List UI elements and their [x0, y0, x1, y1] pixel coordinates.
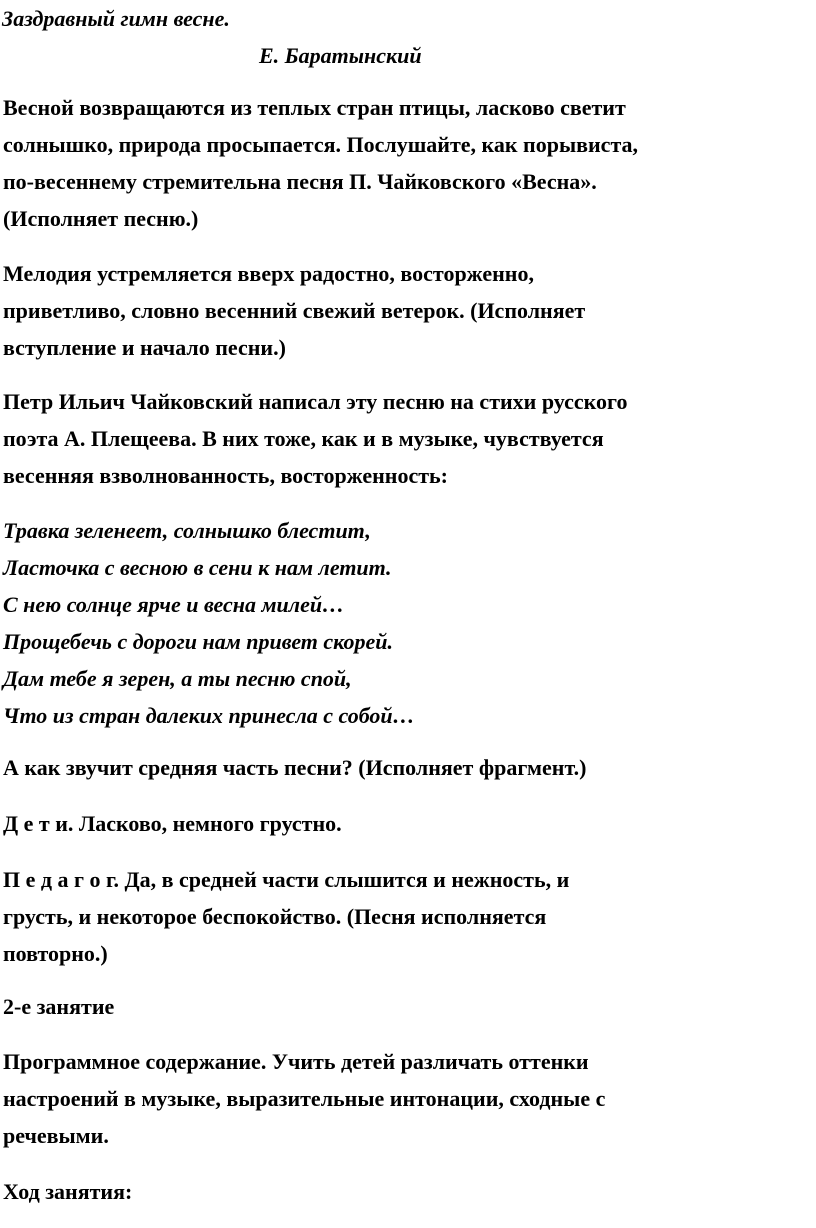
- verse-line: Что из стран далеких принесла с собой…: [3, 703, 415, 728]
- poem-verse: [3, 512, 415, 734]
- paragraph-tchaikovsky: [3, 383, 627, 494]
- text-line: Д е т и. Ласково, немного грустно.: [3, 811, 342, 836]
- text-line: П е д а г о г. Да, в средней части слышится и нежность, и: [3, 867, 570, 892]
- section-heading: [3, 988, 114, 1025]
- paragraph-middle-part: [3, 749, 586, 786]
- text-line: А как звучит средняя часть песни? (Исполняет фрагмент.): [3, 755, 587, 780]
- paragraph-intro: [3, 89, 638, 237]
- text-line: Мелодия устремляется вверх радостно, восторженно,: [3, 261, 534, 286]
- text-line: Петр Ильич Чайковский написал эту песню на стихи русского: [3, 389, 628, 414]
- paragraph-teacher: [3, 861, 569, 972]
- document-title: Заздравный гимн весне.: [2, 6, 230, 31]
- verse-line: Ласточка с весною в сени к нам летит.: [3, 555, 392, 580]
- text-line: речевыми.: [3, 1123, 109, 1148]
- text-line: (Исполняет песню.): [3, 206, 199, 231]
- text-line: грусть, и некоторое беспокойство. (Песня исполняется: [3, 904, 547, 929]
- text-line: поэта А. Плещеева. В них тоже, как и в музыке, чувствуется: [3, 426, 604, 451]
- verse-line: Травка зеленеет, солнышко блестит,: [3, 518, 371, 543]
- paragraph-children: [3, 805, 342, 842]
- text-line: весенняя взволнованность, восторженность:: [3, 463, 448, 488]
- verse-line: С нею солнце ярче и весна милей…: [3, 592, 345, 617]
- text-line: 2-е занятие: [3, 994, 115, 1019]
- poem-author: Е. Баратынский: [259, 43, 422, 68]
- text-line: Ход занятия:: [3, 1179, 133, 1204]
- text-line: повторно.): [3, 941, 108, 966]
- paragraph-lesson-course: [3, 1173, 132, 1210]
- text-line: настроений в музыке, выразительные интонации, сходные с: [3, 1086, 606, 1111]
- verse-line: Дам тебе я зерен, а ты песню спой,: [3, 666, 352, 691]
- verse-line: Прощебечь с дороги нам привет скорей.: [3, 629, 393, 654]
- text-line: по-весеннему стремительна песня П. Чайковского «Весна».: [3, 169, 597, 194]
- paragraph-program: [3, 1043, 605, 1154]
- text-line: вступление и начало песни.): [3, 335, 286, 360]
- paragraph-melody: [3, 255, 585, 366]
- text-line: приветливо, словно весенний свежий ветерок. (Исполняет: [3, 298, 586, 323]
- text-line: Программное содержание. Учить детей различать оттенки: [3, 1049, 589, 1074]
- text-line: солнышко, природа просыпается. Послушайте, как порывиста,: [3, 132, 639, 157]
- text-line: Весной возвращаются из теплых стран птицы, ласково светит: [3, 95, 626, 120]
